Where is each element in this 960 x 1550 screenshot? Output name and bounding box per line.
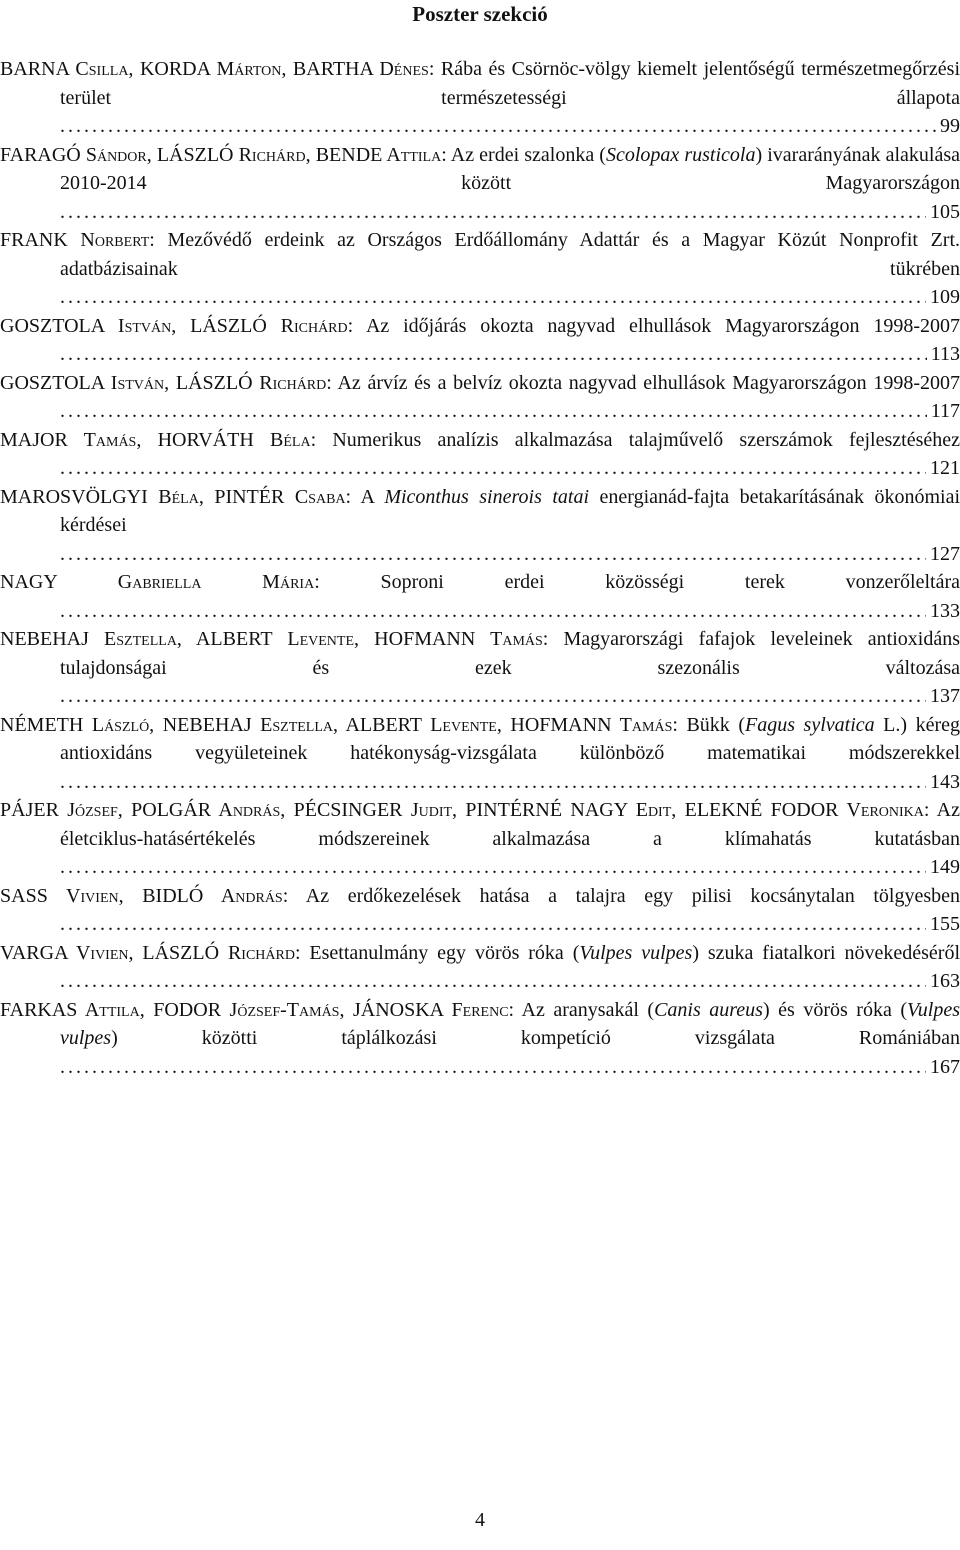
toc-entry-page: 167 xyxy=(926,1053,960,1082)
toc-entry-title: : Bükk ( xyxy=(672,713,745,736)
toc-entry[interactable] xyxy=(0,568,960,625)
toc-entry-title: : Az időjárás okozta nagyvad elhullások Magyarországon 1998-2007 xyxy=(347,314,960,337)
toc-entry-title: : Magyarországi fafajok leveleinek antioxidáns tulajdonságai és ezek szezonális változása xyxy=(60,628,960,679)
toc-entry-title: : Az életciklus-hatásértékelés módszereinek alkalmazása a klímahatás kutatásban xyxy=(60,799,960,850)
toc-entry-page: 105 xyxy=(926,198,960,227)
toc-entry[interactable] xyxy=(0,939,960,996)
toc-entry-authors: FRANK Norbert xyxy=(0,229,150,251)
toc-entry[interactable] xyxy=(0,426,960,483)
toc-entry-title-cont: ) közötti táplálkozási kompetíció vizsgálata Romániában xyxy=(111,1027,960,1049)
toc-entry-authors: PÁJER József, POLGÁR András, PÉCSINGER Judit, PINTÉRNÉ NAGY Edit, ELEKNÉ FODOR Veronika xyxy=(0,799,924,821)
toc-entry[interactable] xyxy=(0,55,960,141)
toc-entry-species: Scolopax rusticola xyxy=(605,143,756,166)
toc-entry-title-cont: L.) kéreg antioxidáns vegyületeinek hatékonyság-vizsgálata különböző matematikai módszerekkel xyxy=(60,713,960,764)
toc-entry-title: : Rába és Csörnöc-völgy kiemelt jelentőségű természetmegőrzési terület természetességi állapota xyxy=(60,58,960,109)
toc-entry-title: : Esettanulmány egy vörös róka ( xyxy=(294,941,580,964)
toc-entry[interactable] xyxy=(0,711,960,797)
toc-entry-page: 133 xyxy=(926,597,960,626)
toc-entry-title-cont: ) és vörös róka ( xyxy=(762,998,908,1021)
toc-entry-page: 137 xyxy=(926,682,960,711)
toc-entry-species: Vulpes vulpes xyxy=(60,998,960,1049)
toc-entry-species: Canis aureus xyxy=(654,998,763,1021)
toc-entry[interactable] xyxy=(0,996,960,1082)
toc-entry-page: 155 xyxy=(926,910,960,939)
toc-entry-page: 149 xyxy=(926,853,960,882)
toc-entry-authors: GOSZTOLA István, LÁSZLÓ Richárd xyxy=(0,314,348,337)
toc-entry-title: : Az árvíz és a belvíz okozta nagyvad elhullások Magyarországon 1998-2007 xyxy=(326,371,960,394)
toc-entry-species: Fagus sylvatica xyxy=(745,713,875,736)
toc-entry-authors: BARNA Csilla, KORDA Márton, BARTHA Dénes xyxy=(0,58,429,80)
toc-entry-page: 117 xyxy=(927,397,960,426)
toc-entry[interactable] xyxy=(0,625,960,711)
toc-entry-species: Vulpes vulpes xyxy=(579,941,693,964)
toc-entry[interactable] xyxy=(0,312,960,369)
toc-entry-page: 99 xyxy=(936,112,960,141)
toc-entry-title: : Az erdei szalonka ( xyxy=(441,143,606,166)
toc-entry-page: 163 xyxy=(926,967,960,996)
toc-entry-page: 113 xyxy=(927,340,960,369)
toc-entry-authors: MAJOR Tamás, HORVÁTH Béla xyxy=(0,428,311,451)
toc-entry[interactable] xyxy=(0,369,960,426)
toc-entry-title: : A xyxy=(345,485,385,508)
toc-entry[interactable] xyxy=(0,796,960,882)
toc-entry[interactable] xyxy=(0,483,960,569)
toc-entry-title-cont: energianád-fajta betakarításának ökonómiai kérdései xyxy=(60,485,960,536)
toc-entry-authors: NAGY Gabriella Mária xyxy=(0,571,315,593)
toc-entry-authors: GOSZTOLA István, LÁSZLÓ Richárd xyxy=(0,371,327,394)
toc-entry-title: : Mezővédő erdeink az Országos Erdőállomány Adattár és a Magyar Közút Nonprofit Zrt. adatbázisainak tükrében xyxy=(60,229,960,280)
toc-entry-authors: VARGA Vivien, LÁSZLÓ Richárd xyxy=(0,941,295,964)
toc-entry-title: : Az aranysakál ( xyxy=(508,998,655,1021)
toc-entry-title-cont: ) szuka fiatalkori növekedéséről xyxy=(692,941,960,964)
toc-entry[interactable] xyxy=(0,882,960,939)
toc-entry-authors: FARKAS Attila, FODOR József-Tamás, JÁNOSKA Ferenc xyxy=(0,998,509,1021)
toc-entry-species: Miconthus sinerois tatai xyxy=(384,485,590,508)
toc-entry-title: : Numerikus analízis alkalmazása talajművelő szerszámok fejlesztéséhez xyxy=(310,428,960,451)
toc-entry-authors: SASS Vivien, BIDLÓ András xyxy=(0,884,283,907)
toc-entry-authors: NEBEHAJ Esztella, ALBERT Levente, HOFMANN Tamás xyxy=(0,628,543,650)
page-number: 4 xyxy=(475,1509,485,1531)
toc-entry-authors: FARAGÓ Sándor, LÁSZLÓ Richárd, BENDE Attila xyxy=(0,143,442,166)
toc-entry-authors: MAROSVÖLGYI Béla, PINTÉR Csaba xyxy=(0,485,346,508)
toc-entry[interactable] xyxy=(0,141,960,227)
toc-entry-authors: NÉMETH László, NEBEHAJ Esztella, ALBERT Levente, HOFMANN Tamás xyxy=(0,713,673,736)
toc-entry-title: : Soproni erdei közösségi terek vonzerőleltára xyxy=(314,571,960,593)
toc-entry-page: 143 xyxy=(926,768,960,797)
toc-entry-page: 127 xyxy=(926,540,960,569)
table-of-contents xyxy=(0,55,960,1081)
toc-entry-page: 121 xyxy=(926,454,960,483)
toc-entry[interactable] xyxy=(0,226,960,312)
toc-entry-title: : Az erdőkezelések hatása a talajra egy pilisi kocsánytalan tölgyesben xyxy=(282,884,960,907)
toc-entry-title-cont: ) ivararányának alakulása 2010-2014 között Magyarországon xyxy=(60,143,960,194)
toc-entry-page: 109 xyxy=(926,283,960,312)
page-title: Poszter szekció xyxy=(412,2,548,26)
